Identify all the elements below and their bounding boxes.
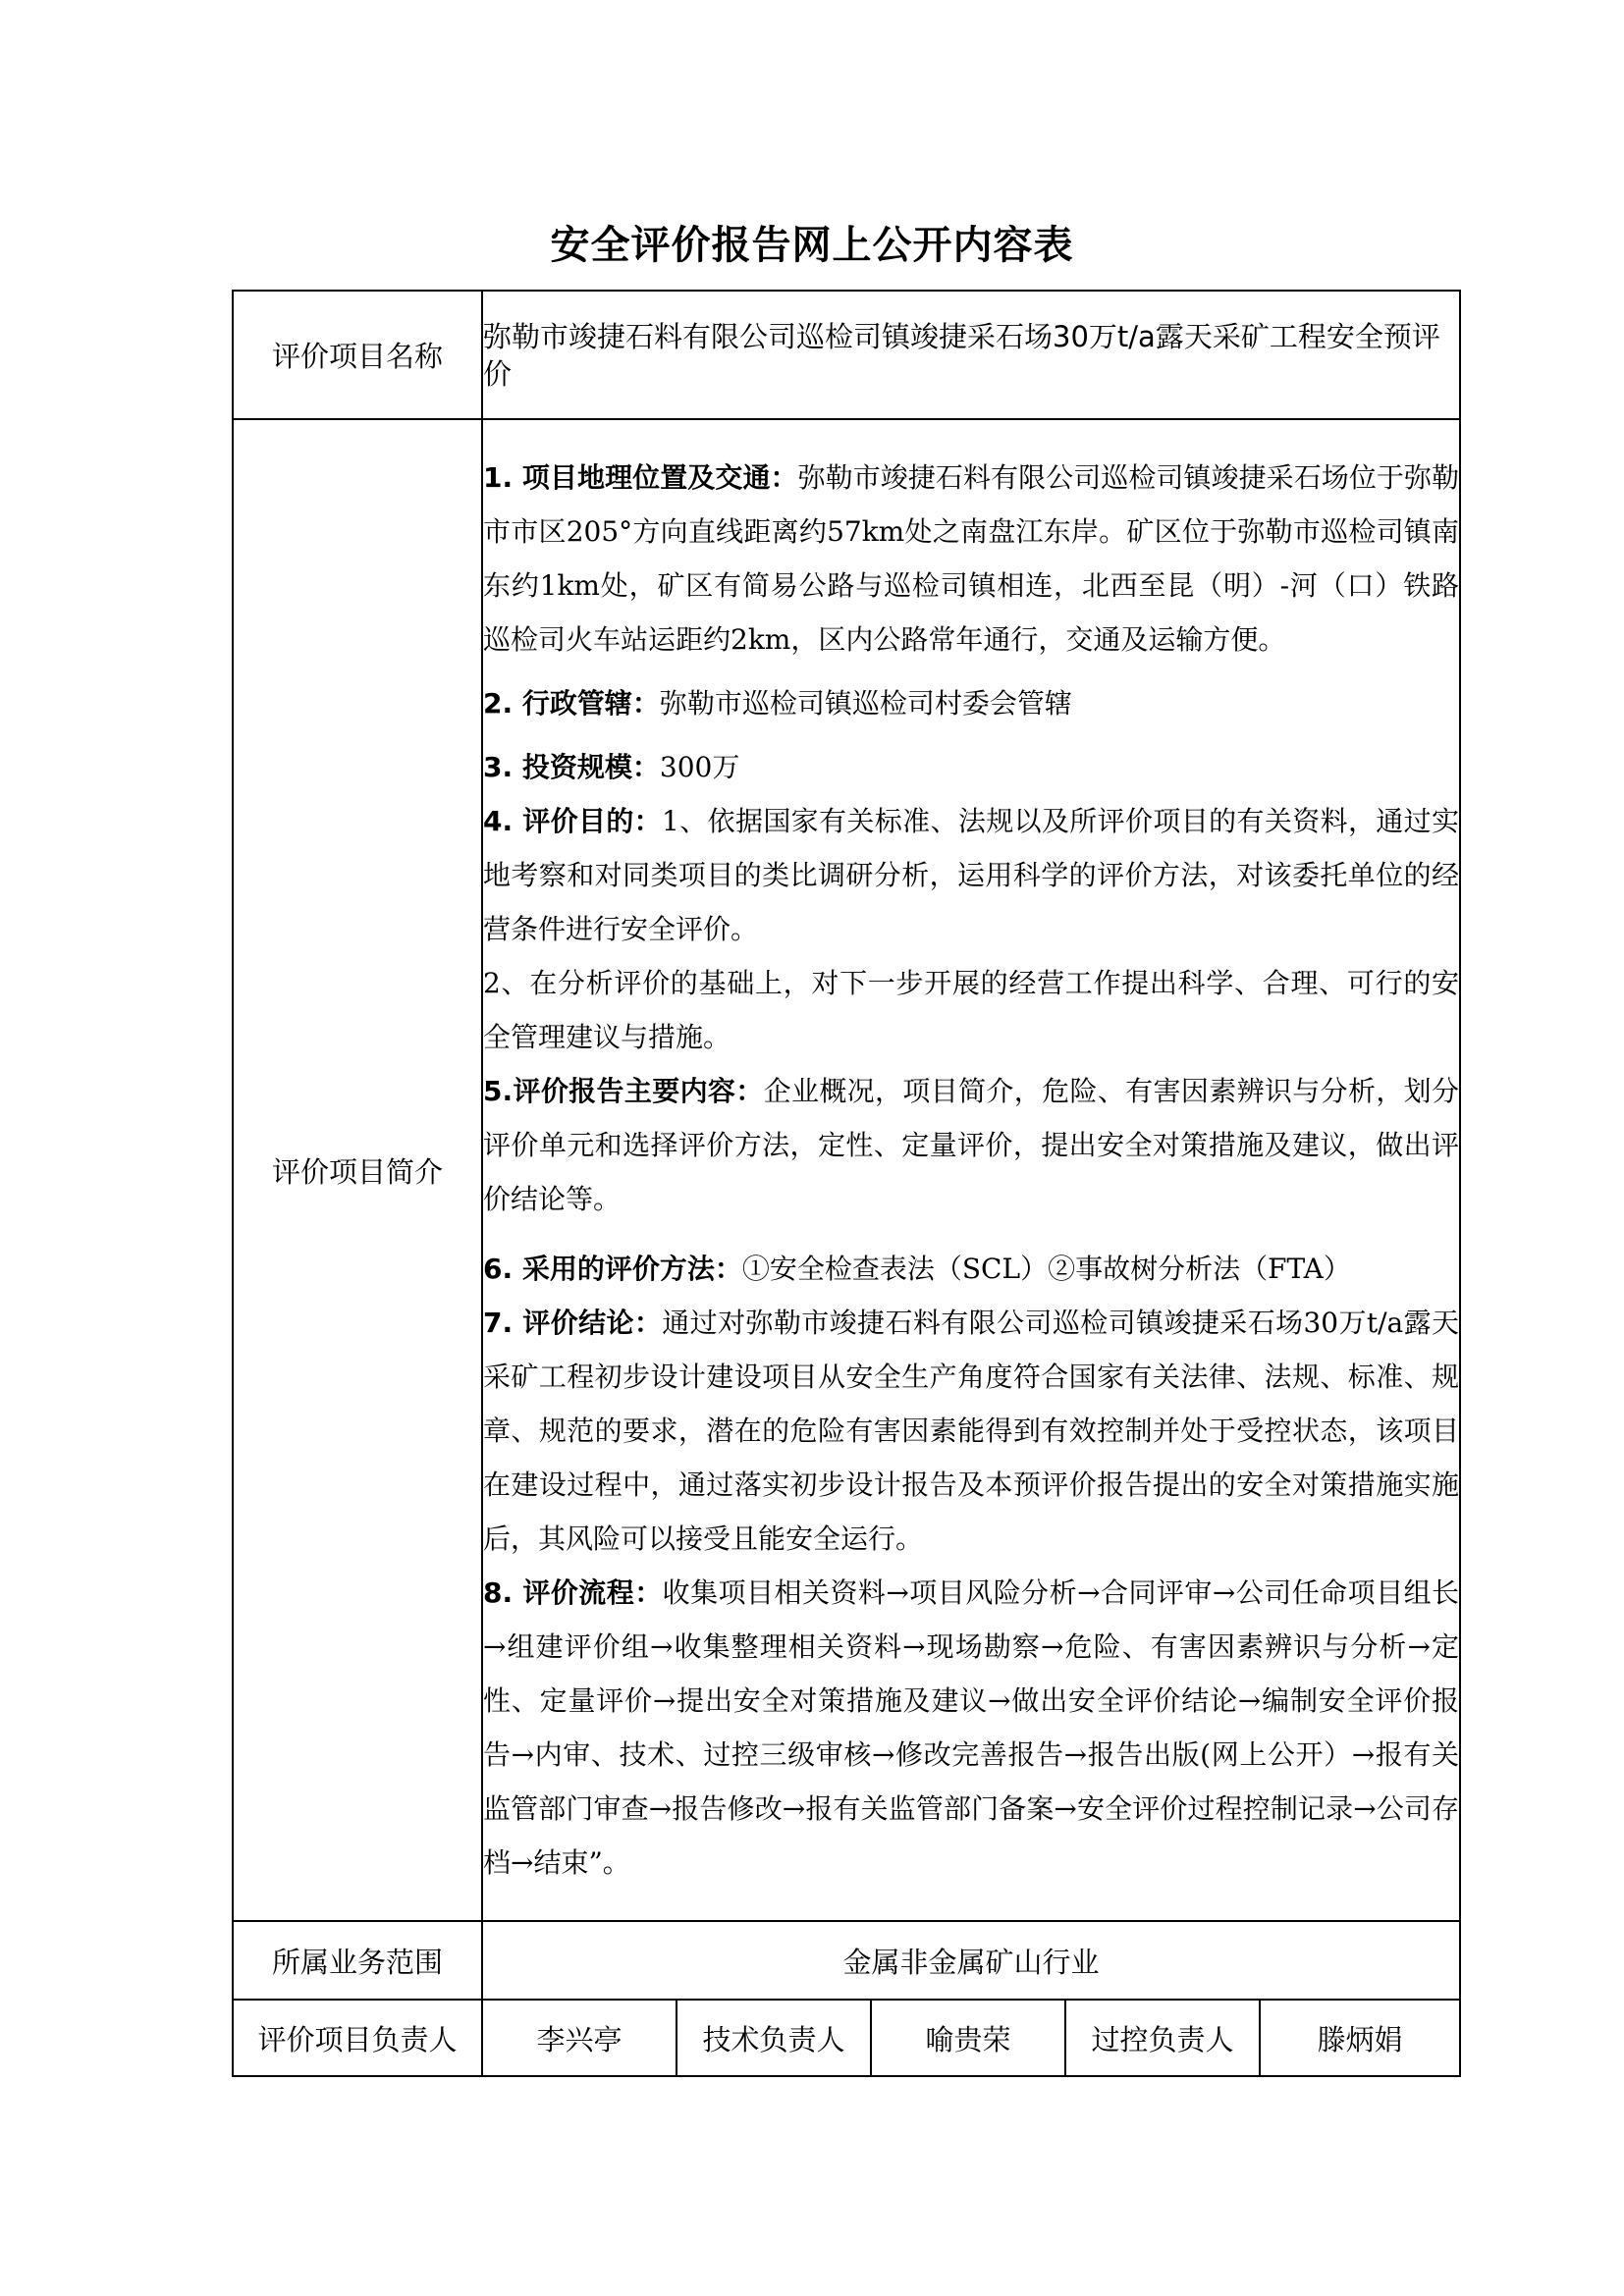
disclosure-table: [232, 290, 1461, 2077]
section-conclusion: [483, 1296, 1459, 1566]
page-title: 安全评价报告网上公开内容表: [550, 223, 1074, 268]
section-investment: [483, 740, 1459, 794]
section-conclusion-head: 7. 评价结论：: [483, 1307, 663, 1339]
section-methods-body: ①安全检查表法（SCL）②事故树分析法（FTA）: [741, 1253, 1351, 1285]
section-purpose: [483, 794, 1459, 956]
section-process-head: 8. 评价流程：: [483, 1576, 663, 1609]
section-methods-head: 6. 采用的评价方法：: [483, 1253, 742, 1285]
section-contents-body: 企业概况，项目简介，危险、有害因素辨识与分析，划分评价单元和选择评价方法，定性、定量评价，提出安全对策措施及建议，做出评价结论等。: [483, 1075, 1460, 1215]
section-purpose-point-2: 2、在分析评价的基础上，对下一步开展的经营工作提出科学、合理、可行的安全管理建议与措施。: [483, 967, 1460, 1053]
tech-leader-label: 技术负责人: [677, 2000, 871, 2076]
section-purpose-body: 1、依据国家有关标准、法规以及所评价项目的有关资料，通过实地考察和对同类项目的类比调研分析，运用科学的评价方法，对该委托单位的经营条件进行安全评价。: [483, 805, 1460, 945]
section-investment-head: 3. 投资规模：: [483, 751, 660, 783]
project-name-value: 弥勒市竣捷石料有限公司巡检司镇竣捷采石场30万t/a露天采矿工程安全预评价: [482, 291, 1460, 419]
section-process-body: 收集项目相关资料→项目风险分析→合同评审→公司任命项目组长→组建评价组→收集整理相关资料→现场勘察→危险、有害因素辨识与分析→定性、定量评价→提出安全对策措施及建议→做出安全评价结论→编制安全评价报告→内审、技术、过控三级审核→修改完善报告→报告出版(网上公开）→报有关监管部门审查→报告修改→报有关监管部门备案→安全评价过程控制记录→公司存档→结束”。: [483, 1576, 1460, 1879]
section-admin-head: 2. 行政管辖：: [483, 687, 660, 720]
project-leader-label: 评价项目负责人: [233, 2000, 482, 2076]
section-location-head: 1. 项目地理位置及交通：: [483, 461, 798, 494]
section-location: [483, 451, 1459, 667]
row-personnel: [233, 2000, 1460, 2076]
section-investment-body: 300万: [659, 751, 740, 783]
business-scope-value: 金属非金属矿山行业: [482, 1921, 1460, 2000]
section-location-body: 弥勒市竣捷石料有限公司巡检司镇竣捷采石场位于弥勒市市区205°方向直线距离约57km处之南盘江东岸。矿区位于弥勒市巡检司镇南东约1km处，矿区有简易公路与巡检司镇相连，北西至昆（明）-河（口）铁路巡检司火车站运距约2km，区内公路常年通行，交通及运输方便。: [483, 461, 1460, 656]
business-scope-label: 所属业务范围: [233, 1921, 482, 2000]
section-contents-head: 5.评价报告主要内容：: [483, 1075, 764, 1107]
row-business-scope: [233, 1921, 1460, 2000]
section-process: [483, 1566, 1459, 1890]
row-project-name: [233, 291, 1460, 419]
project-leader-name: 李兴亭: [482, 2000, 677, 2076]
process-control-label: 过控负责人: [1065, 2000, 1260, 2076]
row-project-intro: [233, 419, 1460, 1921]
project-name-label: 评价项目名称: [233, 291, 482, 419]
project-intro-content: [482, 419, 1460, 1921]
section-contents: [483, 1064, 1459, 1226]
section-admin: [483, 676, 1459, 730]
section-methods: [483, 1242, 1459, 1296]
section-conclusion-body: 通过对弥勒市竣捷石料有限公司巡检司镇竣捷采石场30万t/a露天采矿工程初步设计建设项目从安全生产角度符合国家有关法律、法规、标准、规章、规范的要求，潜在的危险有害因素能得到有效控制并处于受控状态，该项目在建设过程中，通过落实初步设计报告及本预评价报告提出的安全对策措施实施后，其风险可以接受且能安全运行。: [483, 1307, 1460, 1555]
process-control-name: 滕炳娟: [1260, 2000, 1460, 2076]
section-purpose-head: 4. 评价目的：: [483, 805, 663, 837]
tech-leader-name: 喻贵荣: [871, 2000, 1065, 2076]
section-admin-body: 弥勒市巡检司镇巡检司村委会管辖: [659, 687, 1072, 720]
project-intro-label: 评价项目简介: [233, 419, 482, 1921]
